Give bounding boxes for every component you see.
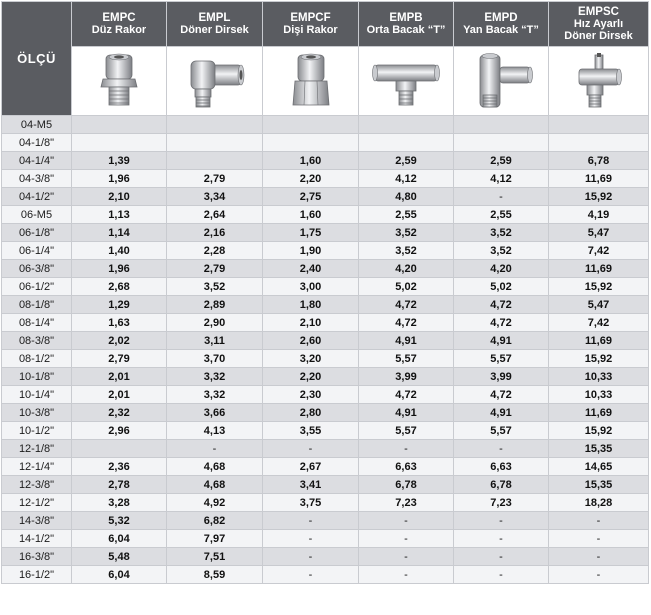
price-cell: 1,63 [72, 314, 167, 332]
size-cell: 12-1/2" [2, 494, 72, 512]
table-row [2, 440, 649, 458]
price-cell: 3,52 [359, 242, 454, 260]
price-cell: 4,72 [454, 314, 549, 332]
image-cell-empb [359, 47, 454, 116]
price-cell: 3,41 [263, 476, 359, 494]
price-cell: - [263, 440, 359, 458]
price-cell [263, 116, 359, 134]
price-cell: 3,52 [454, 242, 549, 260]
price-cell: 5,57 [359, 422, 454, 440]
price-cell: 1,60 [263, 206, 359, 224]
price-cell: - [549, 530, 649, 548]
size-cell: 12-1/4" [2, 458, 72, 476]
price-cell: 4,68 [167, 476, 263, 494]
price-cell: 2,10 [72, 188, 167, 206]
table-row [2, 188, 649, 206]
table-row [2, 350, 649, 368]
price-cell: 3,52 [454, 224, 549, 242]
column-name: Dişi Rakor [283, 24, 338, 36]
price-cell [72, 440, 167, 458]
price-cell [167, 116, 263, 134]
price-cell: 7,23 [454, 494, 549, 512]
size-cell: 10-1/4" [2, 386, 72, 404]
price-cell: 15,35 [549, 476, 649, 494]
price-cell: 5,47 [549, 224, 649, 242]
price-cell: 11,69 [549, 170, 649, 188]
price-cell: 2,79 [72, 350, 167, 368]
column-header-empb [359, 2, 454, 47]
price-cell: 11,69 [549, 332, 649, 350]
price-cell: 2,90 [167, 314, 263, 332]
price-cell: 14,65 [549, 458, 649, 476]
size-cell: 06-1/8" [2, 224, 72, 242]
price-cell: 4,72 [454, 296, 549, 314]
price-cell: 4,72 [454, 386, 549, 404]
price-cell: 4,72 [359, 296, 454, 314]
price-cell: 1,29 [72, 296, 167, 314]
price-cell: 3,66 [167, 404, 263, 422]
price-cell: 1,39 [72, 152, 167, 170]
price-cell: 3,52 [359, 224, 454, 242]
size-cell: 10-3/8" [2, 404, 72, 422]
price-cell: 3,70 [167, 350, 263, 368]
price-cell: - [549, 566, 649, 584]
price-cell: 3,99 [359, 368, 454, 386]
price-cell: - [454, 512, 549, 530]
price-cell: - [454, 548, 549, 566]
price-cell: - [359, 440, 454, 458]
price-cell: - [263, 548, 359, 566]
price-cell: 11,69 [549, 260, 649, 278]
price-cell: 6,82 [167, 512, 263, 530]
price-cell: 3,34 [167, 188, 263, 206]
size-cell: 04-1/2" [2, 188, 72, 206]
header-row [2, 2, 649, 47]
price-cell: 2,20 [263, 170, 359, 188]
price-cell: 4,19 [549, 206, 649, 224]
image-row [2, 47, 649, 116]
price-cell: 7,97 [167, 530, 263, 548]
price-cell: 4,20 [454, 260, 549, 278]
run-tee-icon [466, 51, 536, 111]
price-cell [454, 116, 549, 134]
price-cell: 3,99 [454, 368, 549, 386]
price-cell: 4,12 [359, 170, 454, 188]
price-cell: 7,51 [167, 548, 263, 566]
column-name: Düz Rakor [91, 24, 147, 36]
size-cell: 08-1/8" [2, 296, 72, 314]
price-cell: 6,78 [454, 476, 549, 494]
column-name: Döner Dirsek [180, 24, 249, 36]
price-cell: 15,92 [549, 278, 649, 296]
price-cell: - [263, 530, 359, 548]
price-cell: 2,60 [263, 332, 359, 350]
price-cell: 2,75 [263, 188, 359, 206]
price-cell: 5,57 [454, 422, 549, 440]
size-cell: 06-M5 [2, 206, 72, 224]
price-cell: 5,02 [359, 278, 454, 296]
price-cell: 10,33 [549, 386, 649, 404]
price-cell: 15,92 [549, 188, 649, 206]
price-cell: 3,20 [263, 350, 359, 368]
price-cell: 4,91 [359, 332, 454, 350]
price-cell: 4,92 [167, 494, 263, 512]
column-header-empd [454, 2, 549, 47]
table-row [2, 116, 649, 134]
price-cell: 5,57 [454, 350, 549, 368]
price-cell: 1,60 [263, 152, 359, 170]
price-cell: - [167, 440, 263, 458]
price-cell: 3,32 [167, 386, 263, 404]
table-row [2, 152, 649, 170]
price-cell [359, 116, 454, 134]
price-cell: 1,75 [263, 224, 359, 242]
price-cell: 5,02 [454, 278, 549, 296]
price-cell: 2,64 [167, 206, 263, 224]
price-cell: 5,32 [72, 512, 167, 530]
price-cell: 3,55 [263, 422, 359, 440]
price-cell: 4,13 [167, 422, 263, 440]
table-row [2, 458, 649, 476]
price-cell [167, 152, 263, 170]
price-cell: 4,72 [359, 386, 454, 404]
price-table-container [1, 1, 650, 613]
table-row [2, 368, 649, 386]
price-cell: 7,42 [549, 314, 649, 332]
size-cell: 16-1/2" [2, 566, 72, 584]
price-cell: - [454, 566, 549, 584]
price-cell: 6,63 [359, 458, 454, 476]
image-cell-empcf [263, 47, 359, 116]
price-cell: 6,63 [454, 458, 549, 476]
image-cell-empl [167, 47, 263, 116]
price-cell: 18,28 [549, 494, 649, 512]
price-cell: - [454, 188, 549, 206]
price-cell: 4,91 [454, 332, 549, 350]
price-cell: - [263, 512, 359, 530]
table-row [2, 206, 649, 224]
price-cell: 2,30 [263, 386, 359, 404]
price-cell: 2,10 [263, 314, 359, 332]
price-cell: 15,92 [549, 422, 649, 440]
price-cell: 2,79 [167, 170, 263, 188]
size-cell: 04-1/4" [2, 152, 72, 170]
table-row [2, 332, 649, 350]
column-code: EMPL [198, 12, 231, 24]
column-header-empcf [263, 2, 359, 47]
table-row [2, 134, 649, 152]
price-cell: 4,80 [359, 188, 454, 206]
table-row [2, 548, 649, 566]
price-cell: 2,89 [167, 296, 263, 314]
price-cell: 5,48 [72, 548, 167, 566]
price-cell: - [454, 440, 549, 458]
column-header-empc [72, 2, 167, 47]
size-cell: 10-1/8" [2, 368, 72, 386]
image-cell-empc [72, 47, 167, 116]
price-cell: 3,11 [167, 332, 263, 350]
price-cell: 2,96 [72, 422, 167, 440]
price-cell: 2,40 [263, 260, 359, 278]
price-cell [359, 134, 454, 152]
price-cell: - [549, 548, 649, 566]
price-cell: 6,04 [72, 566, 167, 584]
price-cell: 2,80 [263, 404, 359, 422]
size-cell: 16-3/8" [2, 548, 72, 566]
price-cell: 2,01 [72, 368, 167, 386]
price-cell: 4,20 [359, 260, 454, 278]
image-cell-empsc [549, 47, 649, 116]
price-cell: 1,90 [263, 242, 359, 260]
elbow-fitting-icon [183, 51, 247, 111]
price-cell: 4,91 [359, 404, 454, 422]
size-cell: 06-3/8" [2, 260, 72, 278]
column-code: EMPD [484, 12, 518, 24]
price-cell: 2,67 [263, 458, 359, 476]
size-cell: 06-1/2" [2, 278, 72, 296]
price-cell: - [263, 566, 359, 584]
table-row [2, 170, 649, 188]
price-cell: 1,96 [72, 260, 167, 278]
price-cell: 2,59 [359, 152, 454, 170]
table-row [2, 530, 649, 548]
table-row [2, 422, 649, 440]
price-cell: 3,00 [263, 278, 359, 296]
column-code: EMPSC [578, 6, 619, 18]
price-cell: 2,01 [72, 386, 167, 404]
price-cell: 3,75 [263, 494, 359, 512]
size-cell: 12-1/8" [2, 440, 72, 458]
table-body [2, 116, 649, 584]
price-cell: 11,69 [549, 404, 649, 422]
price-cell: - [549, 512, 649, 530]
table-row [2, 404, 649, 422]
price-cell: 2,79 [167, 260, 263, 278]
speed-controller-icon [567, 51, 631, 111]
table-row [2, 494, 649, 512]
price-cell: 4,91 [454, 404, 549, 422]
size-cell: 10-1/2" [2, 422, 72, 440]
price-cell: 6,78 [549, 152, 649, 170]
price-cell [167, 134, 263, 152]
price-cell: - [454, 530, 549, 548]
price-cell: - [359, 512, 454, 530]
price-cell: 10,33 [549, 368, 649, 386]
price-cell [72, 134, 167, 152]
size-column-header: ÖLÇÜ [2, 2, 72, 116]
price-cell: 2,28 [167, 242, 263, 260]
price-cell: 2,55 [454, 206, 549, 224]
price-cell: - [359, 548, 454, 566]
price-cell: 1,13 [72, 206, 167, 224]
fitting-price-table [1, 1, 649, 584]
price-cell: 6,04 [72, 530, 167, 548]
price-cell: 2,02 [72, 332, 167, 350]
column-code: EMPCF [290, 12, 331, 24]
branch-tee-icon [371, 51, 441, 111]
size-cell: 08-3/8" [2, 332, 72, 350]
table-row [2, 314, 649, 332]
price-cell [263, 134, 359, 152]
price-cell: 7,23 [359, 494, 454, 512]
size-cell: 08-1/4" [2, 314, 72, 332]
price-cell: 6,78 [359, 476, 454, 494]
price-cell: 3,32 [167, 368, 263, 386]
price-cell: 7,42 [549, 242, 649, 260]
price-cell: 2,16 [167, 224, 263, 242]
price-cell: 2,32 [72, 404, 167, 422]
price-cell: 1,80 [263, 296, 359, 314]
size-cell: 08-1/2" [2, 350, 72, 368]
price-cell [549, 116, 649, 134]
column-name: Yan Bacak “T” [463, 24, 539, 36]
price-cell [549, 134, 649, 152]
price-cell: 5,47 [549, 296, 649, 314]
column-header-empsc [549, 2, 649, 47]
price-cell: 3,28 [72, 494, 167, 512]
price-cell: 15,35 [549, 440, 649, 458]
table-row [2, 566, 649, 584]
table-row [2, 260, 649, 278]
price-cell: - [359, 530, 454, 548]
table-row [2, 296, 649, 314]
column-name-line2: Döner Dirsek [564, 30, 633, 42]
table-row [2, 386, 649, 404]
price-cell: 2,55 [359, 206, 454, 224]
price-cell: 2,59 [454, 152, 549, 170]
price-cell: 2,36 [72, 458, 167, 476]
price-cell: 4,72 [359, 314, 454, 332]
size-cell: 04-M5 [2, 116, 72, 134]
price-cell: - [359, 566, 454, 584]
size-cell: 04-3/8" [2, 170, 72, 188]
table-row [2, 476, 649, 494]
table-row [2, 224, 649, 242]
column-header-empl [167, 2, 263, 47]
price-cell: 2,20 [263, 368, 359, 386]
female-fitting-icon [283, 51, 339, 111]
image-cell-empd [454, 47, 549, 116]
price-cell: 5,57 [359, 350, 454, 368]
size-cell: 14-3/8" [2, 512, 72, 530]
table-row [2, 278, 649, 296]
price-cell [454, 134, 549, 152]
price-cell: 4,68 [167, 458, 263, 476]
price-cell: 4,12 [454, 170, 549, 188]
column-name: Orta Bacak “T” [366, 24, 446, 36]
size-cell: 14-1/2" [2, 530, 72, 548]
column-code: EMPB [389, 12, 423, 24]
price-cell [72, 116, 167, 134]
price-cell: 1,96 [72, 170, 167, 188]
price-cell: 2,78 [72, 476, 167, 494]
table-row [2, 512, 649, 530]
size-cell: 04-1/8" [2, 134, 72, 152]
price-cell: 2,68 [72, 278, 167, 296]
price-cell: 3,52 [167, 278, 263, 296]
column-name: Hız Ayarlı [573, 18, 624, 30]
straight-fitting-icon [89, 51, 149, 111]
size-cell: 06-1/4" [2, 242, 72, 260]
price-cell: 1,40 [72, 242, 167, 260]
price-cell: 8,59 [167, 566, 263, 584]
price-cell: 15,92 [549, 350, 649, 368]
price-cell: 1,14 [72, 224, 167, 242]
table-row [2, 242, 649, 260]
size-cell: 12-3/8" [2, 476, 72, 494]
column-code: EMPC [102, 12, 136, 24]
